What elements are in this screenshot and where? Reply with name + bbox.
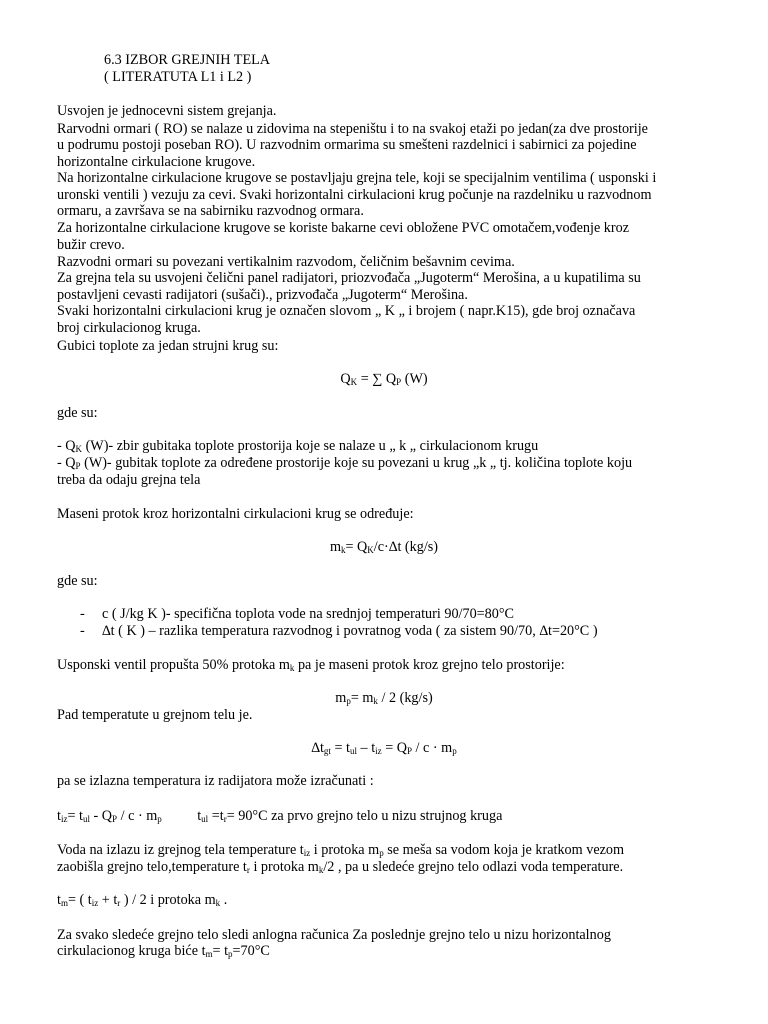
intro-line: Za horizontalne cirkulacione krugove se koriste bakarne cevi obložene PVC omotačem,vođenje kroz: [57, 220, 630, 236]
equation-radiator-flow: $m_p= m_k / 2$ (kg/s): [335, 690, 433, 706]
mixing-text: zaobišla grejno telo,temperature $t_r$ i protoka $m_k/2$ , pa u sledeće grejno telo odlazi voda temperature.: [57, 859, 624, 875]
intro-line: broj cirkulacionog kruga.: [57, 320, 201, 336]
intro-line: Za grejna tela su usvojeni čelični panel radijatori, priozvođača „Jugoterm“ Merošina, a u kupatilima su: [57, 270, 641, 286]
intro-line: Razvodni ormari su povezani vertikalnim razvodom, čeličnim bešavnim cevima.: [57, 254, 515, 270]
equation-mixed-temperature: $t_m=$ ( $t_{iz} + t_r$ ) / 2 i protoka $m_k$ .: [57, 892, 228, 908]
intro-line: uronski ventili ) vezuju za cevi. Svaki horizontalni cirkulacioni krug počunje na razdelniku u razvodnom: [57, 187, 652, 203]
temperature-drop-intro: Pad temperatute u grejnom telu je.: [57, 707, 253, 723]
intro-line: bužir crevo.: [57, 237, 125, 253]
equation-mass-flow: $m_k= Q_K/c\cdot\Delta t$ (kg/s): [329, 539, 439, 555]
equation-temperature-drop: $\Delta t_{gt} = t_{ul} - t_{iz} = Q_P / c \cdot m_p$: [311, 740, 457, 756]
definition-qp-cont: treba da odaju grejna tela: [57, 472, 201, 488]
where-label: gde su:: [57, 573, 98, 589]
intro-line: postavljeni cevasti radijatori (sušači)., prizvođača „Jugoterm“ Merošina.: [57, 287, 468, 303]
equation-heat-loss: $Q_K$ = ∑ $Q_P$ (W): [340, 371, 428, 387]
intro-line: Rarvodni ormari ( RO) se nalaze u zidovima na stepeništu i to na svakoj etaži po jedan(za dve prostorije: [57, 121, 648, 137]
list-item: - c ( J/kg K )- specifična toplota vode na srednjoj temperaturi 90/70=80°C: [80, 606, 514, 622]
intro-line: ormaru, a završava se na sabirniku razvodnog ormara.: [57, 203, 364, 219]
intro-line: horizontalne cirkulacione krugove.: [57, 154, 256, 170]
valve-text: Usponski ventil propušta 50% protoka $m_k$ pa je maseni protok kroz grejno telo prostorije:: [57, 657, 565, 673]
mixing-text: Voda na izlazu iz grejnog tela temperature $t_{iz}$ i protoka $m_p$ se meša sa vodom koja je kratkom vezom: [57, 842, 625, 858]
intro-line: Gubici toplote za jedan strujni krug su:: [57, 338, 279, 354]
section-subtitle: ( LITERATUTA L1 i L2 ): [104, 69, 252, 85]
definition-qk: - $Q_K$ (W)- zbir gubitaka toplote prostorija koje se nalaze u „ k „ cirkulacionom krugu: [57, 438, 539, 454]
intro-line: Usvojen je jednocevni sistem grejanja.: [57, 103, 277, 119]
list-item: - ∆t ( K ) – razlika temperatura razvodnog i povratnog voda ( za sistem 90/70, ∆t=20°C ): [80, 623, 598, 639]
conclusion-text: Za svako sledeće grejno telo sledi anlogna računica Za poslednje grejno telo u nizu horizontalnog: [57, 927, 611, 943]
section-title: 6.3 IZBOR GREJNIH TELA: [104, 52, 271, 68]
intro-line: Na horizontalne cirkulacione krugove se postavljaju grejna tele, koji se specijalnim ventilima ( usponski i: [57, 170, 657, 186]
equation-outlet-temperature: $t_{iz}= t_{ul} - Q_P / c \cdot m_p$ $t_{ul} =t_r= 90^\circ C$ za prvo grejno telo u nizu strujnog kruga: [57, 808, 503, 824]
where-label: gde su:: [57, 405, 98, 421]
intro-line: Svaki horizontalni cirkulacioni krug je označen slovom „ K „ i brojem ( napr.K15), gde broj označava: [57, 303, 636, 319]
conclusion-text: cirkulacionog kruga biće $t_m= t_p=70^\circ C$: [57, 943, 270, 959]
mass-flow-intro: Maseni protok kroz horizontalni cirkulacioni krug se određuje:: [57, 506, 414, 522]
intro-line: u podrumu postoji poseban RO). U razvodnim ormarima su smešteni razdelnici i sabirnici za pojedine: [57, 137, 637, 153]
definition-qp: - $Q_P$ (W)- gubitak toplote za određene prostorije koje su povezani u krug „k „ tj. količina toplote koju: [57, 455, 633, 471]
outlet-temperature-intro: pa se izlazna temperatura iz radijatora može izračunati :: [57, 773, 374, 789]
